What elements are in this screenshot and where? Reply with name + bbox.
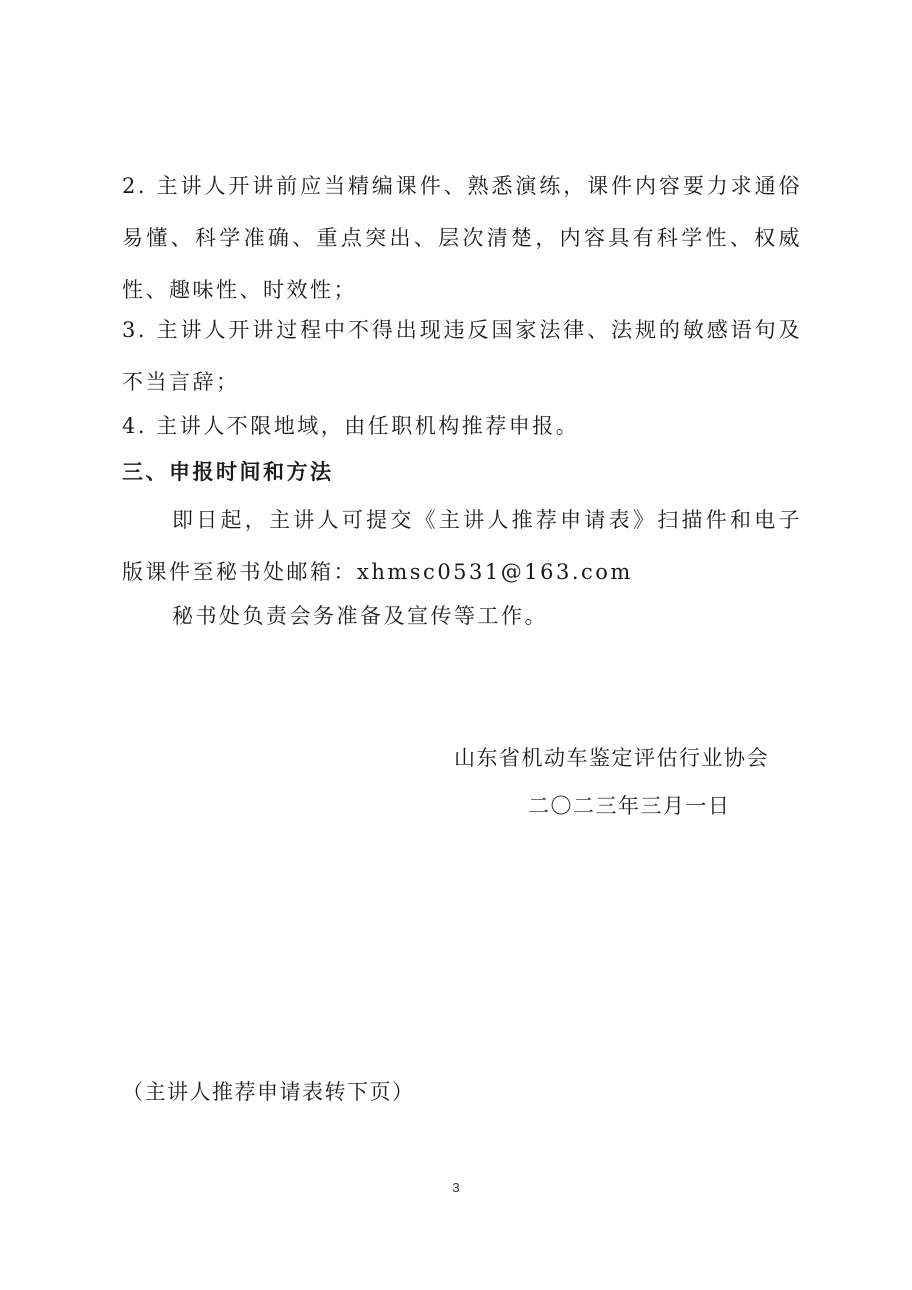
page-number: 3 [452, 1180, 460, 1195]
signature-organization: 山东省机动车鉴定评估行业协会 [454, 746, 769, 770]
list-item-2: 2. 主讲人开讲前应当精编课件、熟悉演练，课件内容要力求通俗易懂、科学准确、重点突出、层次清楚，内容具有科学性、权威性、趣味性、时效性； [122, 174, 802, 302]
section-3-paragraph-1: 即日起，主讲人可提交《主讲人推荐申请表》扫描件和电子版课件至秘书处邮箱：xhmsc0531@163.com [122, 508, 802, 584]
section-3-paragraph-2: 秘书处负责会务准备及宣传等工作。 [172, 604, 548, 628]
list-item-3: 3. 主讲人开讲过程中不得出现违反国家法律、法规的敏感语句及不当言辞； [122, 318, 802, 394]
list-item-4: 4. 主讲人不限地域，由任职机构推荐申报。 [122, 414, 580, 438]
signature-date: 二〇二三年三月一日 [528, 794, 731, 818]
footnote-next-page: （主讲人推荐申请表转下页） [122, 1080, 415, 1104]
section-heading-3: 三、申报时间和方法 [122, 459, 334, 484]
